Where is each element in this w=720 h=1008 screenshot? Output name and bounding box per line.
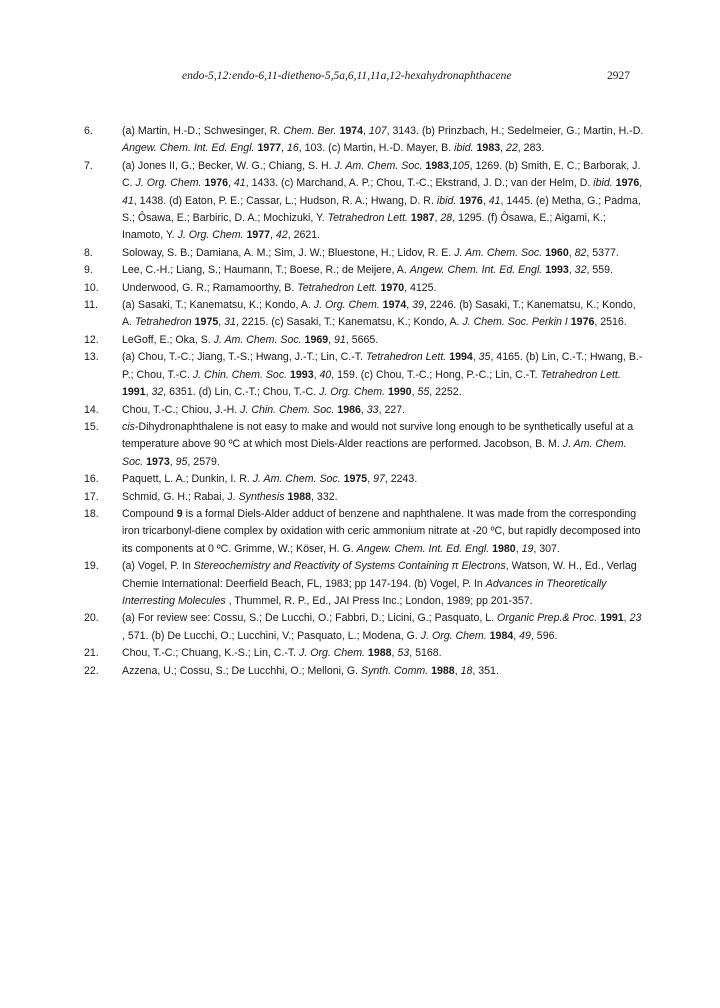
reference-number: 8. — [84, 246, 93, 259]
reference-text: (a) Vogel, P. In Stereochemistry and Reactivity of Systems Containing π Electrons, Watson, W. H., Ed., Verlag Chemie International: Deerfield Beach, FL, 1983; pp 147-194. (b) Vogel, P. In Advances in Theoretically Interresting Molecules , Thummel, R. P., Ed., JAI Press Inc.; London, 1989; pp 201-357. — [122, 560, 637, 607]
reference-number: 18. — [84, 507, 99, 520]
reference-number: 17. — [84, 490, 99, 503]
reference-item — [84, 280, 644, 297]
reference-text: Paquett, L. A.; Dunkin, I. R. J. Am. Chem. Soc. 1975, 97, 2243. — [122, 473, 418, 486]
reference-text: Underwood, G. R.; Ramamoorthy, B. Tetrahedron Lett. 1970, 4125. — [122, 281, 437, 294]
reference-item — [84, 645, 644, 662]
reference-number: 15. — [84, 420, 99, 433]
reference-item — [84, 349, 644, 401]
reference-number: 19. — [84, 560, 99, 573]
reference-number: 9. — [84, 264, 93, 277]
reference-number: 16. — [84, 473, 99, 486]
reference-item — [84, 489, 644, 506]
reference-item — [84, 297, 644, 332]
reference-text: Soloway, S. B.; Damiana, A. M.; Sim, J. W.; Bluestone, H.; Lidov, R. E. J. Am. Chem. Soc. 1960, 82, 5377. — [122, 246, 619, 259]
reference-number: 14. — [84, 403, 99, 416]
reference-text: (a) Martin, H.-D.; Schwesinger, R. Chem. Ber. 1974, 107, 3143. (b) Prinzbach, H.; Sedelmeier, G.; Martin, H.-D. Angew. Chem. Int. Ed. Engl. 1977, 16, 103. (c) Martin, H.-D. Mayer, B. ibid. 1983, 22, 283. — [122, 125, 644, 155]
reference-item — [84, 332, 644, 349]
reference-item — [84, 558, 644, 610]
reference-list — [84, 123, 644, 680]
reference-text: Compound 9 is a formal Diels-Alder adduct of benzene and naphthalene. It was made from the corresponding iron tricarbonyl-diene complex by oxidation with ceric ammonium nitrate at -20 ºC, but rapidly decomposed into its components at 0 ºC. Grimme, W.; Köser, H. G. Angew. Chem. Int. Ed. Engl. 1980, 19, 307. — [122, 507, 641, 555]
reference-item — [84, 262, 644, 279]
reference-text: cis-Dihydronaphthalene is not easy to make and would not survive long enough to be synthetically useful at a temperature above 90 ºC at which most Diels-Alder reactions are performed. Jacobson, B. M. J. Am. Chem. Soc. 1973, 95, 2579. — [122, 420, 634, 468]
reference-item — [84, 471, 644, 488]
reference-number: 12. — [84, 333, 99, 346]
reference-text: Chou, T.-C.; Chuang, K.-S.; Lin, C.-T. J. Org. Chem. 1988, 53, 5168. — [122, 647, 442, 660]
reference-item — [84, 402, 644, 419]
reference-text: (a) Sasaki, T.; Kanematsu, K.; Kondo, A. J. Org. Chem. 1974, 39, 2246. (b) Sasaki, T.; Kanematsu, K.; Kondo, A. Tetrahedron 1975, 31, 2215. (c) Sasaki, T.; Kanematsu, K.; Kondo, A. J. Chem. Soc. Perkin I 1976, 2516. — [122, 299, 636, 329]
reference-text: (a) Jones II, G.; Becker, W. G.; Chiang, S. H. J. Am. Chem. Soc. 1983,105, 1269. (b) Smith, E. C.; Barborak, J. C. J. Org. Chem. 1976, 41, 1433. (c) Marchand, A. P.; Chou, T.-C.; Ekstrand, J. D.; van der Helm, D. ibid. 1976, 41, 1438. (d) Eaton, P. E.; Cassar, L.; Hudson, R. A.; Hwang, D. R. ibid. 1976, 41, 1445. (e) Metha, G.; Padma, S.; Ôsawa, E.; Barbiric, D. A.; Mochizuki, Y. Tetrahedron Lett. 1987, 28, 1295. (f) Ôsawa, E.; Aigami, K.; Inamoto, Y. J. Org. Chem. 1977, 42, 2621. — [122, 159, 643, 242]
reference-text: Azzena, U.; Cossu, S.; De Lucchhi, O.; Melloni, G. Synth. Comm. 1988, 18, 351. — [122, 664, 499, 677]
reference-text: Schmid, G. H.; Rabai, J. Synthesis 1988, 332. — [122, 490, 338, 503]
running-title: endo-5,12:endo-6,11-dietheno-5,5a,6,11,11a,12-hexahydronaphthacene — [182, 70, 512, 82]
reference-text: Lee, C.-H.; Liang, S.; Haumann, T.; Boese, R.; de Meijere, A. Angew. Chem. Int. Ed. Engl. 1993, 32, 559. — [122, 264, 613, 277]
reference-number: 21. — [84, 647, 99, 660]
reference-number: 20. — [84, 612, 99, 625]
reference-item — [84, 419, 644, 471]
reference-number: 22. — [84, 664, 99, 677]
reference-number: 11. — [84, 299, 98, 312]
reference-number: 13. — [84, 351, 99, 364]
reference-item — [84, 663, 644, 680]
reference-number: 10. — [84, 281, 99, 294]
reference-item — [84, 506, 644, 558]
page-header — [0, 70, 720, 86]
reference-item — [84, 123, 644, 158]
reference-text: (a) For review see: Cossu, S.; De Lucchi, O.; Fabbri, D.; Licini, G.; Pasquato, L. Organic Prep.& Proc. 1991, 23 , 571. (b) De Lucchi, O.; Lucchini, V.; Pasquato, L.; Modena, G. J. Org. Chem. 1984, 49, 596. — [122, 612, 642, 642]
reference-item — [84, 610, 644, 645]
page-number: 2927 — [607, 70, 630, 82]
reference-number: 7. — [84, 159, 93, 172]
reference-text: Chou, T.-C.; Chiou, J.-H. J. Chin. Chem. Soc. 1986, 33, 227. — [122, 403, 406, 416]
reference-item — [84, 158, 644, 245]
reference-item — [84, 245, 644, 262]
reference-text: (a) Chou, T.-C.; Jiang, T.-S.; Hwang, J.-T.; Lin, C.-T. Tetrahedron Lett. 1994, 35, 4165. (b) Lin, C.-T.; Hwang, B.-P.; Chou, T.-C. J. Chin. Chem. Soc. 1993, 40, 159. (c) Chou, T.-C.; Hong, P.-C.; Lin, C.-T. Tetrahedron Lett. 1991, 32, 6351. (d) Lin, C.-T.; Chou, T.-C. J. Org. Chem. 1990, 55, 2252. — [122, 351, 643, 399]
reference-number: 6. — [84, 125, 93, 137]
reference-text: LeGoff, E.; Oka, S. J. Am. Chem. Soc. 1969, 91, 5665. — [122, 333, 379, 346]
